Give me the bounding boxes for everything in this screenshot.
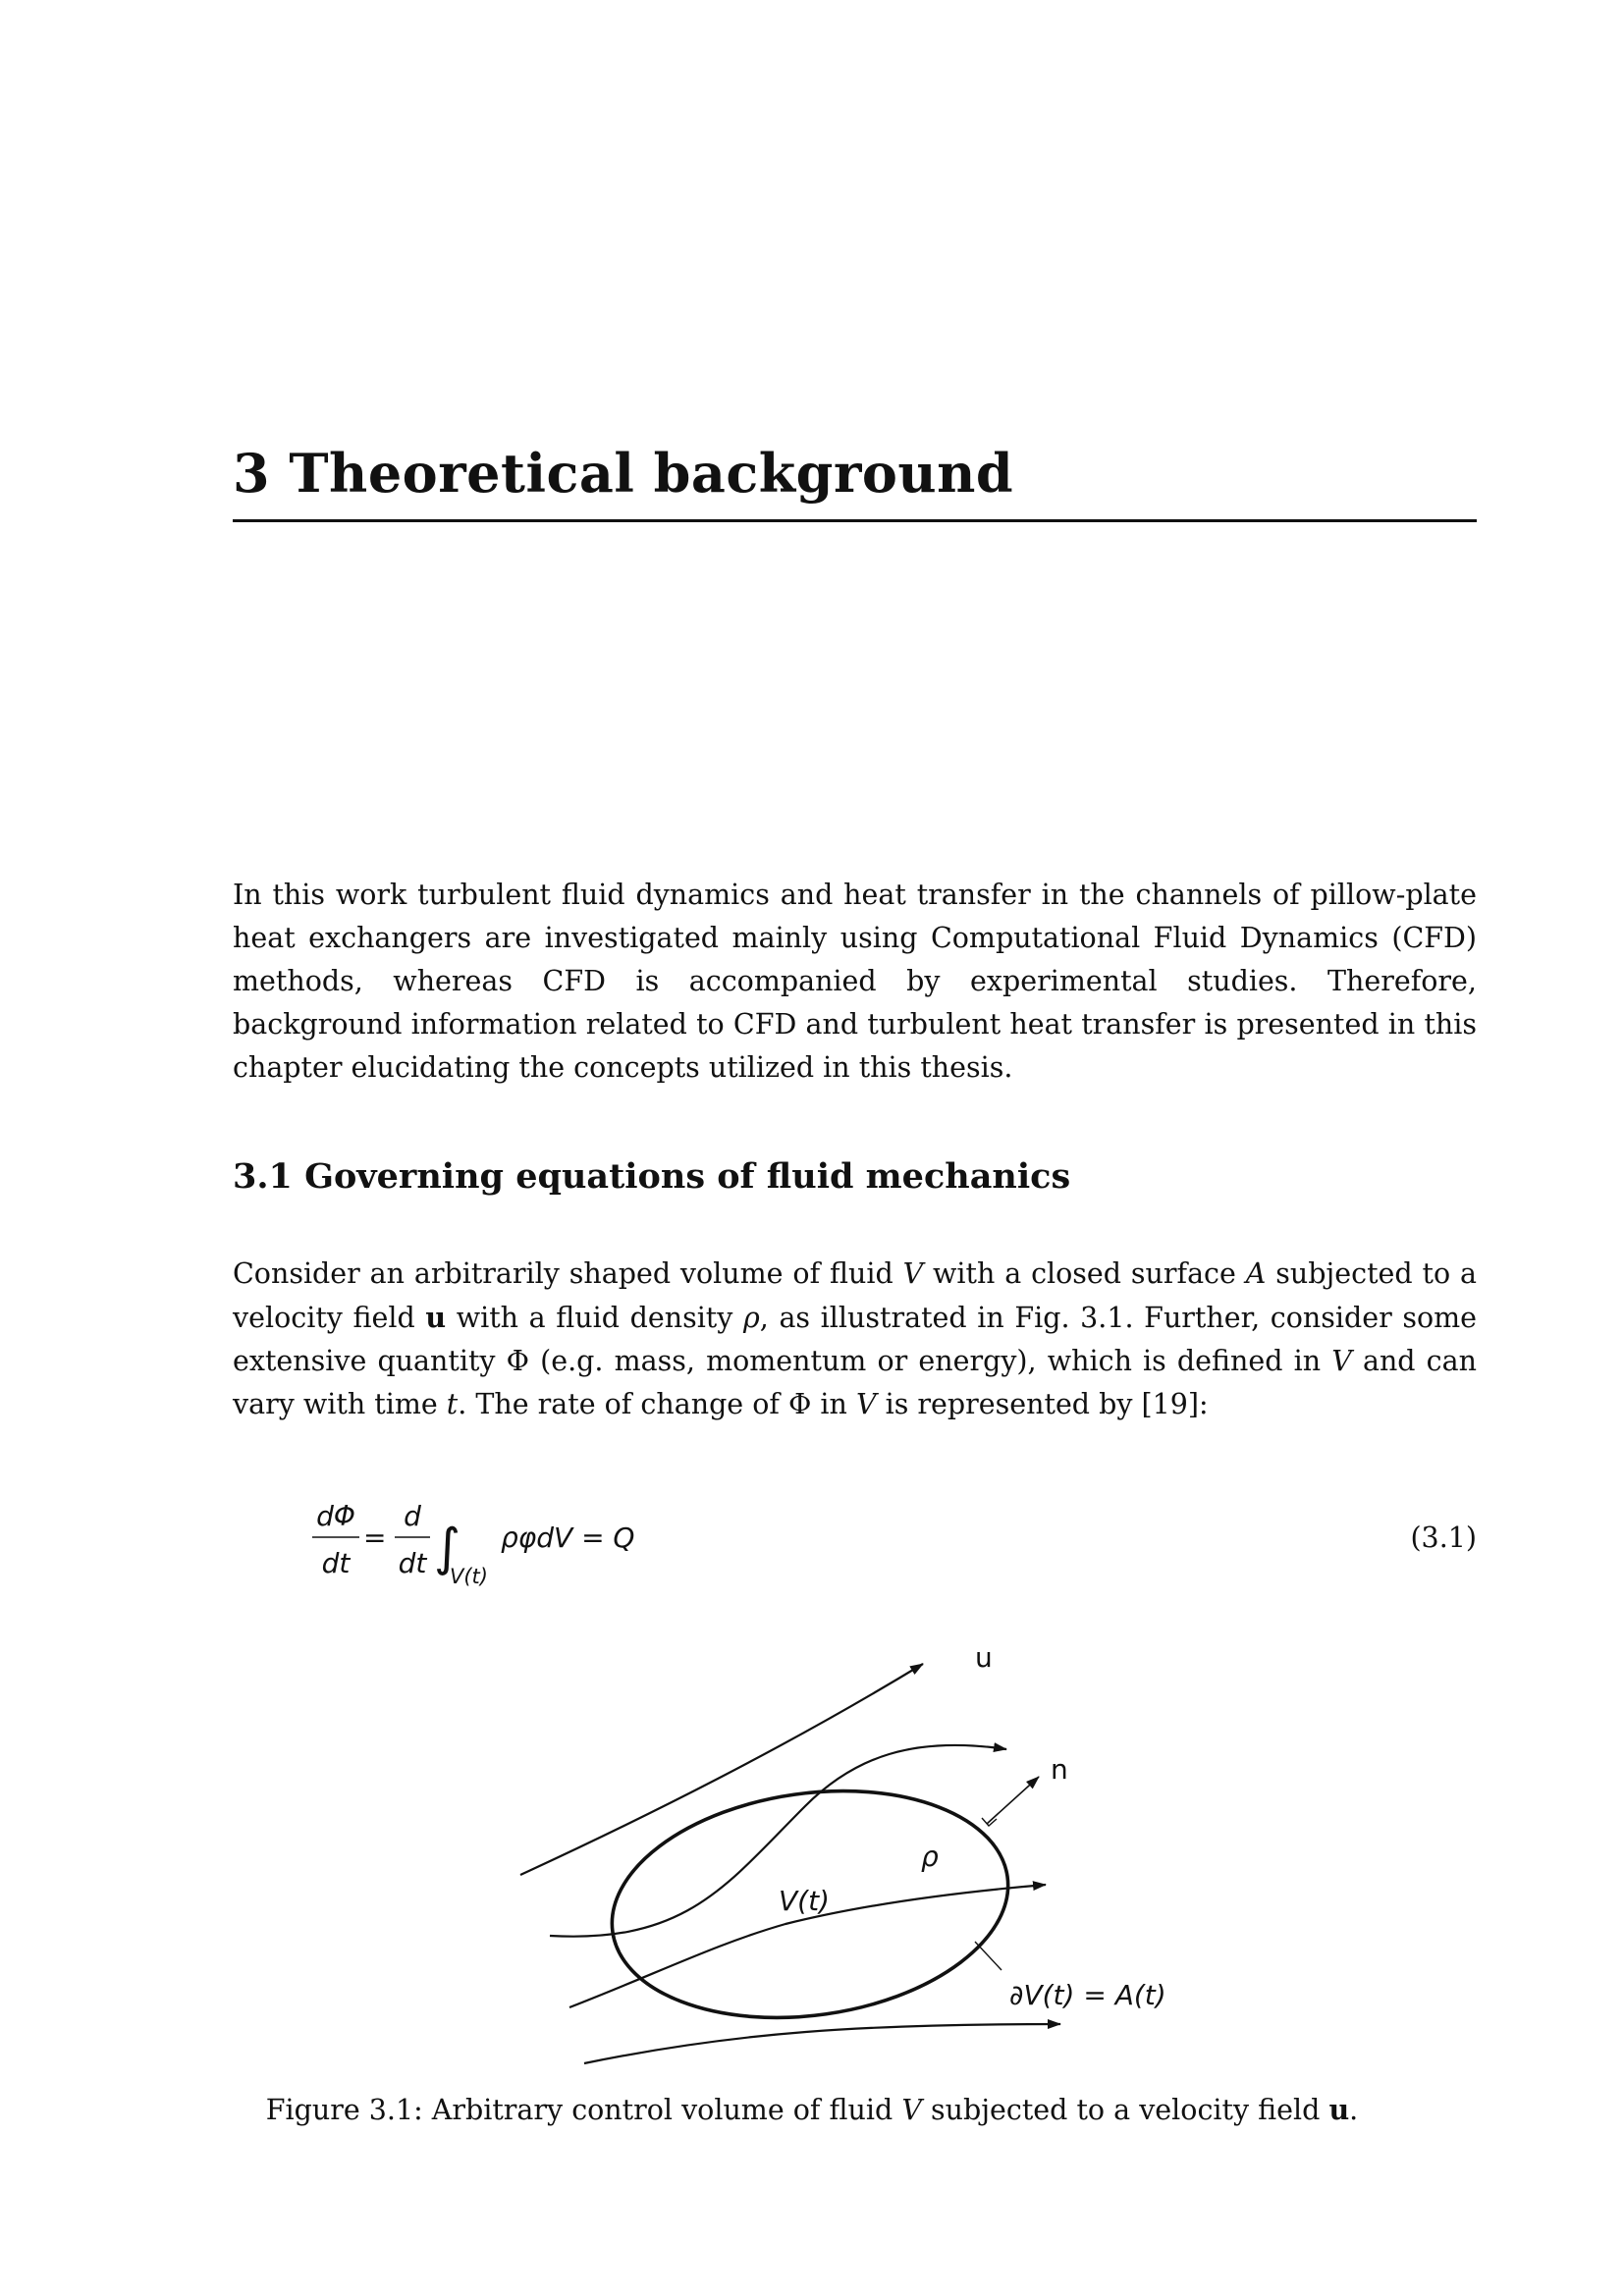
figure-3-1-diagram	[491, 1620, 1237, 2081]
caption-text: .	[1349, 2094, 1359, 2126]
label-density: ρ	[921, 1841, 939, 1873]
streamline-upper	[520, 1664, 923, 1875]
chapter-rule	[233, 519, 1477, 522]
symbol-time: t	[446, 1388, 459, 1420]
equation-number: (3.1)	[1410, 1522, 1477, 1554]
label-velocity: u	[975, 1641, 993, 1674]
eq-numerator-1: dΦ	[316, 1500, 355, 1532]
caption-symbol-velocity: u	[1328, 2093, 1350, 2126]
section-title: 3.1 Governing equations of fluid mechanics	[233, 1156, 1071, 1197]
caption-text: subjected to a velocity field	[921, 2094, 1329, 2126]
symbol-velocity: u	[425, 1301, 447, 1334]
eq-integral-sign: ∫	[434, 1519, 461, 1577]
symbol-volume: V	[855, 1388, 877, 1420]
normal-vector	[987, 1777, 1039, 1824]
eq-numerator-2: d	[404, 1500, 421, 1532]
text-run: subjected to a velocity field	[233, 1257, 1477, 1334]
surface-leader-line	[975, 1942, 1001, 1970]
label-volume: V(t)	[779, 1885, 830, 1917]
text-run: , as illustrated in Fig. 3.1. Further, consider some extensive quantity Φ (e.g. mass, momentum or energy), which is defined in	[233, 1302, 1478, 1377]
intro-paragraph: In this work turbulent fluid dynamics and heat transfer in the channels of pillow-plate heat exchangers are investigated mainly using Computational Fluid Dynamics (CFD) methods, whereas CFD is accompanied by experimental studies. Therefore, background information related to CFD and turbulent heat transfer is presented in this chapter elucidating the concepts utilized in this thesis.	[233, 879, 1477, 1084]
text-run: with a fluid density	[446, 1302, 743, 1334]
text-run: Consider an arbitrarily shaped volume of fluid	[233, 1257, 903, 1290]
eq-equals: =	[363, 1522, 387, 1554]
text-run: . The rate of change of Φ in	[458, 1388, 856, 1420]
figure-caption	[0, 2093, 1624, 2126]
equation-3-1	[295, 1482, 668, 1600]
section-paragraph	[233, 1253, 1477, 1426]
eq-integrand: ρφdV = Q	[501, 1522, 635, 1554]
eq-denominator-2: dt	[398, 1547, 427, 1579]
text-run: with a closed surface	[923, 1257, 1246, 1290]
eq-denominator-1: dt	[321, 1547, 351, 1579]
label-surface: ∂V(t) = A(t)	[1009, 1979, 1166, 2011]
caption-text: Figure 3.1: Arbitrary control volume of fluid	[265, 2094, 902, 2126]
symbol-volume: V	[1331, 1345, 1352, 1377]
eq-subscript: V(t)	[450, 1565, 488, 1588]
text-run: and can vary with time	[233, 1345, 1477, 1420]
symbol-surface: A	[1245, 1257, 1267, 1290]
label-normal: n	[1051, 1753, 1068, 1786]
caption-symbol-volume: V	[901, 2094, 922, 2126]
symbol-density: ρ	[743, 1302, 760, 1334]
streamline-lower	[584, 2024, 1060, 2063]
chapter-title: 3 Theoretical background	[233, 442, 1014, 505]
text-run: is represented by [19]:	[876, 1388, 1209, 1420]
symbol-volume: V	[902, 1257, 924, 1290]
